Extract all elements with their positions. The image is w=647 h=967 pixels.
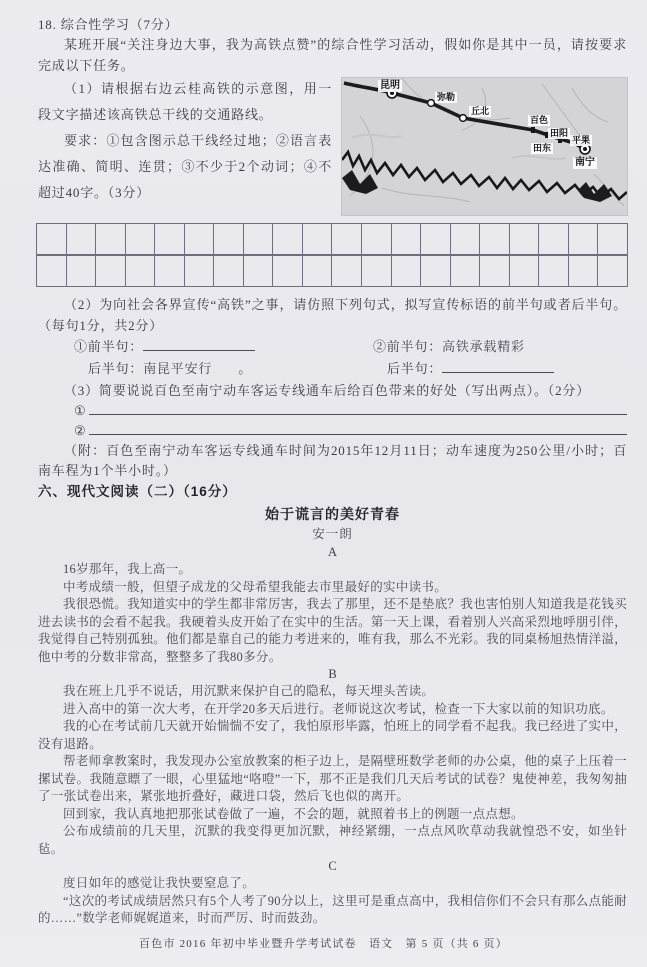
grid-cell: [184, 224, 214, 256]
part2-item1-second-period: 。: [238, 361, 253, 376]
part2-item1-second-value: 南昆平安行: [143, 361, 213, 376]
essay-title: 始于谎言的美好青春: [265, 506, 400, 522]
map-label-pingguo: 平果: [572, 135, 591, 145]
grid-cell: [243, 255, 273, 287]
part2-row-1: [38, 336, 627, 358]
section-6-heading: 六、现代文阅读（二）（16分）: [38, 484, 237, 499]
answer-grid: [36, 223, 628, 287]
part3-answer-2-label: ②: [74, 423, 87, 438]
station-icon-mile: [428, 100, 435, 107]
grid-cell: [302, 255, 332, 287]
answer-blank-line: [442, 358, 554, 373]
part3-intro: （3）简要说说百色至南宁动车客运专线通车后给百色带来的好处（写出两点）。（2分）: [64, 383, 591, 398]
essay-part-c-label: C: [328, 859, 337, 873]
railway-map: [342, 78, 627, 215]
grid-cell: [362, 255, 392, 287]
part2-item2-second-label: 后半句：: [387, 361, 443, 376]
grid-cell: [155, 255, 185, 287]
part3-answer-1: [74, 401, 627, 421]
part2-item1-first-label: ①前半句：: [74, 339, 144, 354]
part3-answer-1-label: ①: [74, 403, 87, 418]
grid-cell: [450, 224, 480, 256]
essay-part-a-label: A: [327, 545, 338, 559]
grid-cell: [184, 255, 214, 287]
map-label-kunming: 昆明: [380, 80, 400, 91]
question-18-heading: 18. 综合性学习（7分）: [38, 17, 179, 32]
question-18-intro: 某班开展“关注身边大事，我为高铁点赞”的综合性学习活动，假如你是其中一员，请按要求完成以下任务。: [38, 37, 627, 73]
grid-cell: [125, 255, 155, 287]
part2-item1-second: [38, 358, 373, 380]
part2-item2-first: [373, 336, 627, 358]
grid-cell: [155, 224, 185, 256]
reading-section: [38, 480, 627, 928]
grid-cell: [96, 255, 126, 287]
answer-fill-line: [89, 421, 627, 435]
station-dot-nanning: [583, 147, 587, 151]
grid-cell: [391, 255, 421, 287]
grid-cell: [391, 224, 421, 256]
grid-cell: [332, 255, 362, 287]
grid-cell: [273, 224, 303, 256]
grid-cell: [37, 255, 67, 287]
essay-paragraph: 度日如年的感觉让我快要窒息了。: [63, 876, 256, 890]
map-label-tianyang: 田阳: [550, 128, 569, 138]
part2-item2-first-label: ②前半句：: [373, 339, 443, 354]
grid-cell: [450, 255, 480, 287]
essay-paragraph: 我在班上几乎不说话，用沉默来保护自己的隐私，每天埋头苦读。: [63, 684, 435, 698]
station-tick-baise: [531, 127, 535, 133]
grid-cell: [421, 224, 451, 256]
essay-paragraph: 中考成绩一般，但望子成龙的父母希望我能去市里最好的实中读书。: [63, 579, 448, 594]
part1-requirements: 要求：①包含图示总干线经过地；②语言表达准确、简明、连贯；③不少于2个动词；④不超过40字。（3分）: [38, 133, 332, 200]
grid-cell: [37, 224, 67, 256]
grid-cell: [125, 224, 155, 256]
essay-author: 安一朗: [312, 527, 353, 541]
answer-fill-line: [89, 401, 627, 415]
part2-item2-second: [373, 358, 627, 380]
map-label-tiandong: 田东: [533, 143, 552, 153]
grid-cell: [509, 224, 539, 256]
grid-cell: [362, 224, 392, 256]
essay-paragraph: “这次的考试成绩居然只有5个人考了90分以上，这里可是重点高中，我相信你们不会只有那么点能耐的……”数学老师娓娓道来，时而严厉、时而鼓劲。: [38, 893, 627, 925]
essay-paragraph: 公布成绩前的几天里，沉默的我变得更加沉默，神经紧绷，一点点风吹草动我就惶恐不安，如坐针毡。: [38, 824, 627, 856]
essay-paragraph: 回到家，我认真地把那张试卷做了一遍，不会的题，就照着书上的例题一点点想。: [63, 806, 524, 821]
grid-cell: [509, 255, 539, 287]
page-footer: 百色市 2016 年初中毕业暨升学考试试卷 语文 第 5 页（共 6 页）: [139, 938, 508, 950]
grid-cell: [66, 224, 96, 256]
essay-paragraph: 我很恐慌。我知道实中的学生都非常厉害，我去了那里，还不是垫底？我也害怕别人知道我是花钱买进去读书的会看不起我。我硬着头皮开始了在实中的生活。第一天上课，看着别人兴高采烈地呼朋引伴，我觉得自己特别孤独。他们都是靠自己的能力考进来的，唯有我，那么不光彩。我的同桌杨旭热情洋溢，他中考的分数非常高，整整多了我80多分。: [38, 597, 627, 664]
essay-part-b-label: B: [328, 667, 337, 681]
grid-cell: [332, 224, 362, 256]
grid-cell: [214, 224, 244, 256]
map-label-nanning: 南宁: [575, 157, 595, 168]
grid-cell: [302, 224, 332, 256]
part3-note: （附：百色至南宁动车客运专线通车时间为2015年12月11日；动车速度为250公里/小时；百南车程为1个半小时。）: [38, 443, 627, 478]
map-label-mile: 弥勒: [437, 92, 456, 102]
map-label-qiubei: 丘北: [471, 106, 490, 116]
grid-cell: [598, 224, 628, 256]
railway-map-graphic: [342, 78, 627, 215]
question-18-section: [38, 14, 627, 480]
grid-cell: [568, 255, 598, 287]
station-icon-qiubei: [460, 115, 467, 122]
grid-cell: [273, 255, 303, 287]
grid-cell: [214, 255, 244, 287]
grid-cell: [480, 255, 510, 287]
grid-cell: [243, 224, 273, 256]
grid-cell: [539, 255, 569, 287]
grid-cell: [539, 224, 569, 256]
essay-paragraph: 16岁那年，我上高一。: [63, 562, 192, 576]
part1-text: （1）请根据右边云桂高铁的示意图，用一段文字描述该高铁总干线的交通路线。: [38, 81, 332, 122]
part2-intro: （2）为向社会各界宣传“高铁”之事，请仿照下列句式，拟写宣传标语的前半句或者后半句。（每句1分，共2分）: [38, 297, 627, 333]
grid-cell: [66, 255, 96, 287]
answer-blank-line: [143, 336, 255, 351]
part1-block: [38, 76, 627, 206]
grid-cell: [421, 255, 451, 287]
part3-answer-2: [74, 421, 627, 441]
part2-item1-first: [38, 336, 373, 358]
grid-cell: [598, 255, 628, 287]
essay-paragraph: 我的心在考试前几天就开始惴惴不安了，我怕原形毕露，怕班上的同学看不起我。我已经进了实中，没有退路。: [38, 719, 627, 751]
essay-paragraph: 进入高中的第一次大考，在开学20多天后进行。老师说这次考试，检查一下大家以前的知识功底。: [63, 701, 614, 716]
part2-item1-second-label: 后半句：: [88, 361, 144, 376]
part2-item2-first-value: 高铁承载精彩: [442, 339, 525, 354]
grid-cell: [568, 224, 598, 256]
grid-cell: [480, 224, 510, 256]
essay-paragraph: 帮老师拿教案时，我发现办公室放教案的柜子边上，是隔壁班数学老师的办公桌，他的桌子上压着一摞试卷。我随意瞟了一眼，心里猛地“咯噔”一下，那不正是我们几天后考试的试卷？鬼使神差，我匆匆抽了一张试卷出来，紧张地折叠好，藏进口袋，然后飞也似的离开。: [38, 754, 627, 803]
grid-cell: [96, 224, 126, 256]
part2-row-2: [38, 358, 627, 380]
map-label-baise: 百色: [530, 115, 549, 125]
